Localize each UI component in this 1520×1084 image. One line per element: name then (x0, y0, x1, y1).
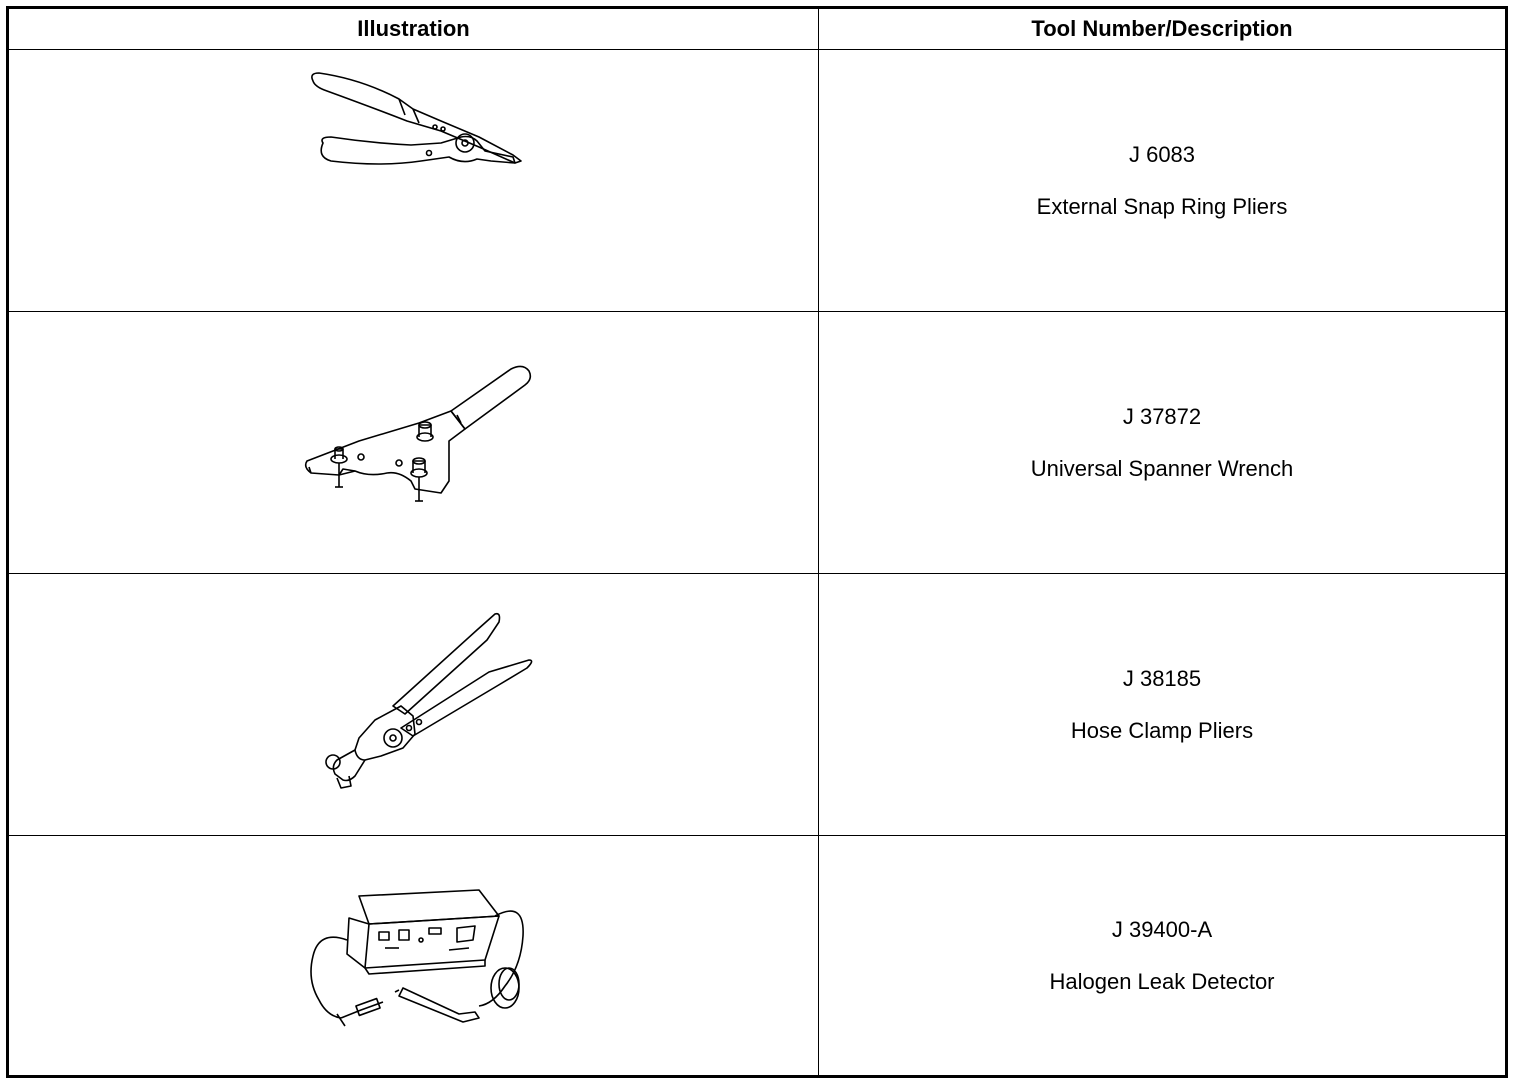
illustration-cell (8, 312, 819, 574)
tool-number: J 38185 (1122, 665, 1202, 691)
tool-description-cell (819, 836, 1507, 1077)
tool-description: Universal Spanner Wrench (1030, 455, 1294, 481)
table-row (8, 312, 1507, 574)
tool-number: J 6083 (1128, 141, 1196, 167)
special-tools-table (6, 6, 1508, 1078)
hose-clamp-pliers-icon (305, 610, 545, 800)
tool-description-cell (819, 312, 1507, 574)
tool-description: Halogen Leak Detector (1049, 968, 1275, 994)
illustration-cell (8, 574, 819, 836)
leak-detector-icon (299, 876, 539, 1036)
spanner-wrench-icon (299, 363, 549, 523)
header-tool-number-description: Tool Number/Description (819, 8, 1507, 50)
snap-ring-pliers-icon (301, 65, 561, 205)
table-header-row (8, 8, 1507, 50)
tool-number: J 39400-A (1111, 916, 1213, 942)
tool-description-cell (819, 50, 1507, 312)
tool-description-cell (819, 574, 1507, 836)
table-row (8, 574, 1507, 836)
header-illustration: Illustration (8, 8, 819, 50)
illustration-cell (8, 50, 819, 312)
tool-number: J 37872 (1122, 403, 1202, 429)
illustration-cell (8, 836, 819, 1077)
tool-description: Hose Clamp Pliers (1070, 717, 1254, 743)
table-row (8, 50, 1507, 312)
tool-description: External Snap Ring Pliers (1036, 193, 1288, 219)
table-row (8, 836, 1507, 1077)
